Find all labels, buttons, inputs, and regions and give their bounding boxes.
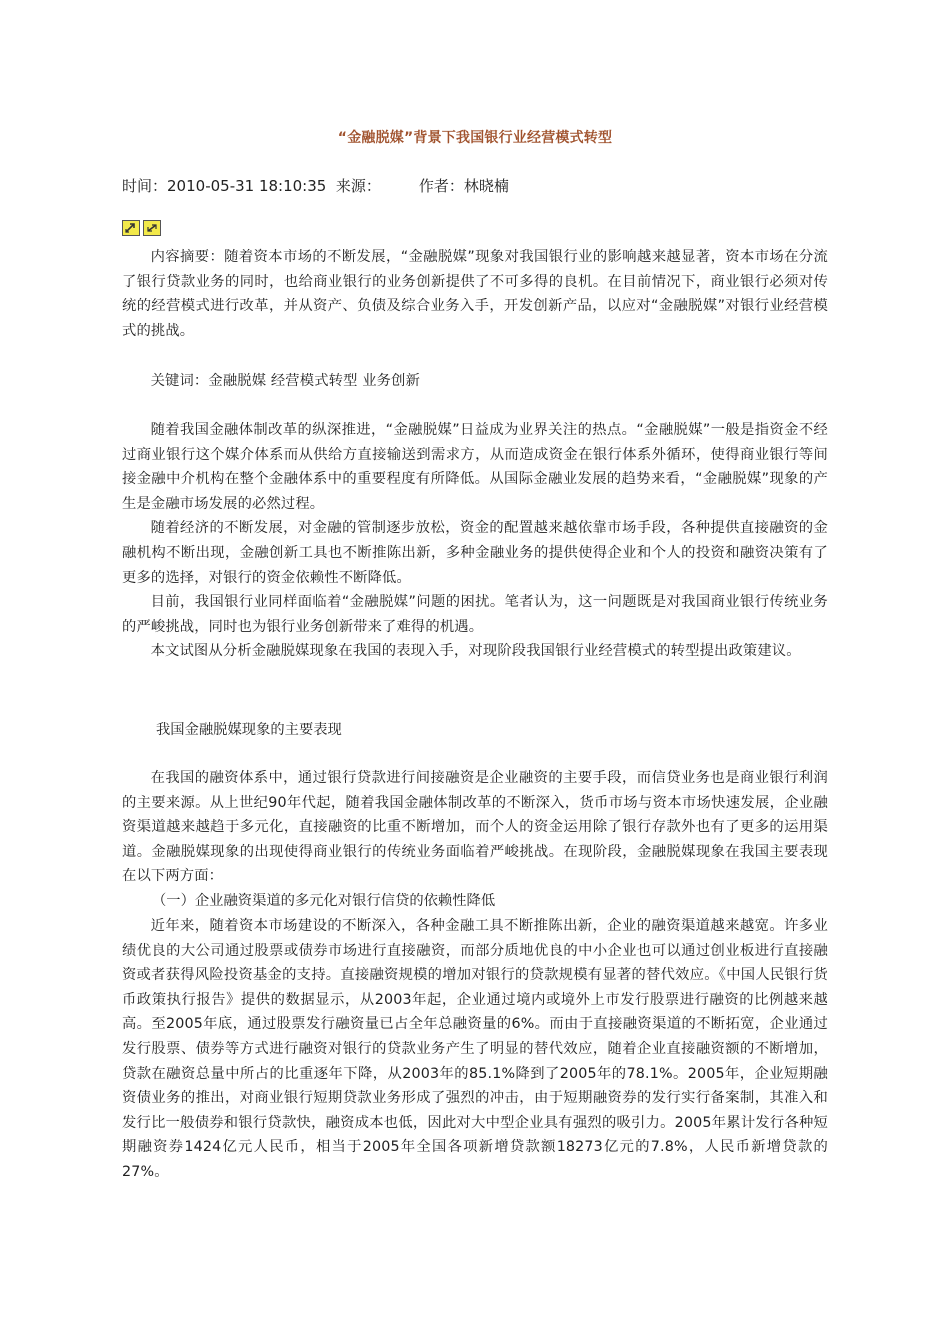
time-value: 2010-05-31 18:10:35 xyxy=(167,177,327,195)
abstract-block xyxy=(122,245,828,343)
intro-paragraph-2: 随着经济的不断发展，对金融的管制逐步放松，资金的配置越来越依靠市场手段，各种提供直接融资的金融机构不断出现，金融创新工具也不断推陈出新，多种金融业务的提供使得企业和个人的投资和融资决策有了更多的选择，对银行的资金依赖性不断降低。 xyxy=(122,520,828,586)
author-label: 作者： xyxy=(418,177,464,195)
zoom-in-icon[interactable] xyxy=(122,220,140,236)
font-size-toolbar xyxy=(122,220,161,238)
section-paragraph: 在我国的融资体系中，通过银行贷款进行间接融资是企业融资的主要手段，而信贷业务也是商业银行利润的主要来源。从上世纪90年代起，随着我国金融体制改革的不断深入，货币市场与资本市场快速发展，企业融资渠道越来越趋于多元化，直接融资的比重不断增加，而个人的资金运用除了银行存款外也有了更多的运用渠道。金融脱媒现象的出现使得商业银行的传统业务面临着严峻挑战。在现阶段，金融脱媒现象在我国主要表现在以下两方面： xyxy=(122,770,828,885)
author-value: 林晓楠 xyxy=(463,177,509,195)
zoom-out-icon[interactable] xyxy=(143,220,161,236)
subsection-heading: （一）企业融资渠道的多元化对银行信贷的依赖性降低 xyxy=(152,893,496,909)
subsection-paragraph: 近年来，随着资本市场建设的不断深入，各种金融工具不断推陈出新，企业的融资渠道越来越宽。许多业绩优良的大公司通过股票或债券市场进行直接融资，而部分质地优良的中小企业也可以通过创业板进行直接融资或者获得风险投资基金的支持。直接融资规模的增加对银行的贷款规模有显著的替代效应。《中国人民银行货币政策执行报告》提供的数据显示，从2003年起，企业通过境内或境外上市发行股票进行融资的比例越来越高。至2005年底，通过股票发行融资量已占全年总融资量的6%。而由于直接融资渠道的不断拓宽，企业通过发行股票、债券等方式进行融资对银行的贷款业务产生了明显的替代效应，随着企业直接融资额的不断增加，贷款在融资总量中所占的比重逐年下降，从2003年的85.1%降到了2005年的78.1%。2005年，企业短期融资债业务的推出，对商业银行短期贷款业务形成了强烈的冲击，由于短期融资券的发行实行备案制，其准入和发行比一般债券和银行贷款快，融资成本也低，因此对大中型企业具有强烈的吸引力。2005年累计发行各种短期融资券1424亿元人民币，相当于2005年全国各项新增贷款额18273亿元的7.8%，人民币新增贷款的27%。 xyxy=(122,918,828,1180)
subsection-block xyxy=(122,914,828,1185)
source-label: 来源： xyxy=(335,177,381,195)
abstract-paragraph: 内容摘要：随着资本市场的不断发展，“金融脱媒”现象对我国银行业的影响越来越显著，资本市场在分流了银行贷款业务的同时，也给商业银行的业务创新提供了不可多得的良机。在目前情况下，商业银行必须对传统的经营模式进行改革，并从资产、负债及综合业务入手，开发创新产品，以应对“金融脱媒”对银行业经营模式的挑战。 xyxy=(122,249,828,339)
section-block xyxy=(122,766,828,889)
intro-block xyxy=(122,418,828,664)
intro-paragraph-3: 目前，我国银行业同样面临着“金融脱媒”问题的困扰。笔者认为，这一问题既是对我国商业银行传统业务的严峻挑战，同时也为银行业务创新带来了难得的机遇。 xyxy=(122,594,828,635)
intro-paragraph-1: 随着我国金融体制改革的纵深推进，“金融脱媒”日益成为业界关注的热点。“金融脱媒”一般是指资金不经过商业银行这个媒介体系而从供给方直接输送到需求方，从而造成资金在银行体系外循环，使得商业银行等间接金融中介机构在整个金融体系中的重要程度有所降低。从国际金融业发展的趋势来看，“金融脱媒”现象的产生是金融市场发展的必然过程。 xyxy=(122,422,828,512)
intro-paragraph-4: 本文试图从分析金融脱媒现象在我国的表现入手，对现阶段我国银行业经营模式的转型提出政策建议。 xyxy=(150,643,801,660)
keywords-block xyxy=(122,369,828,394)
article-meta xyxy=(122,176,828,196)
time-label: 时间： xyxy=(122,177,168,195)
section-heading: 我国金融脱媒现象的主要表现 xyxy=(156,722,342,738)
keywords-paragraph: 关键词：金融脱媒 经营模式转型 业务创新 xyxy=(150,373,421,389)
article-title: “金融脱媒”背景下我国银行业经营模式转型 xyxy=(337,130,613,146)
